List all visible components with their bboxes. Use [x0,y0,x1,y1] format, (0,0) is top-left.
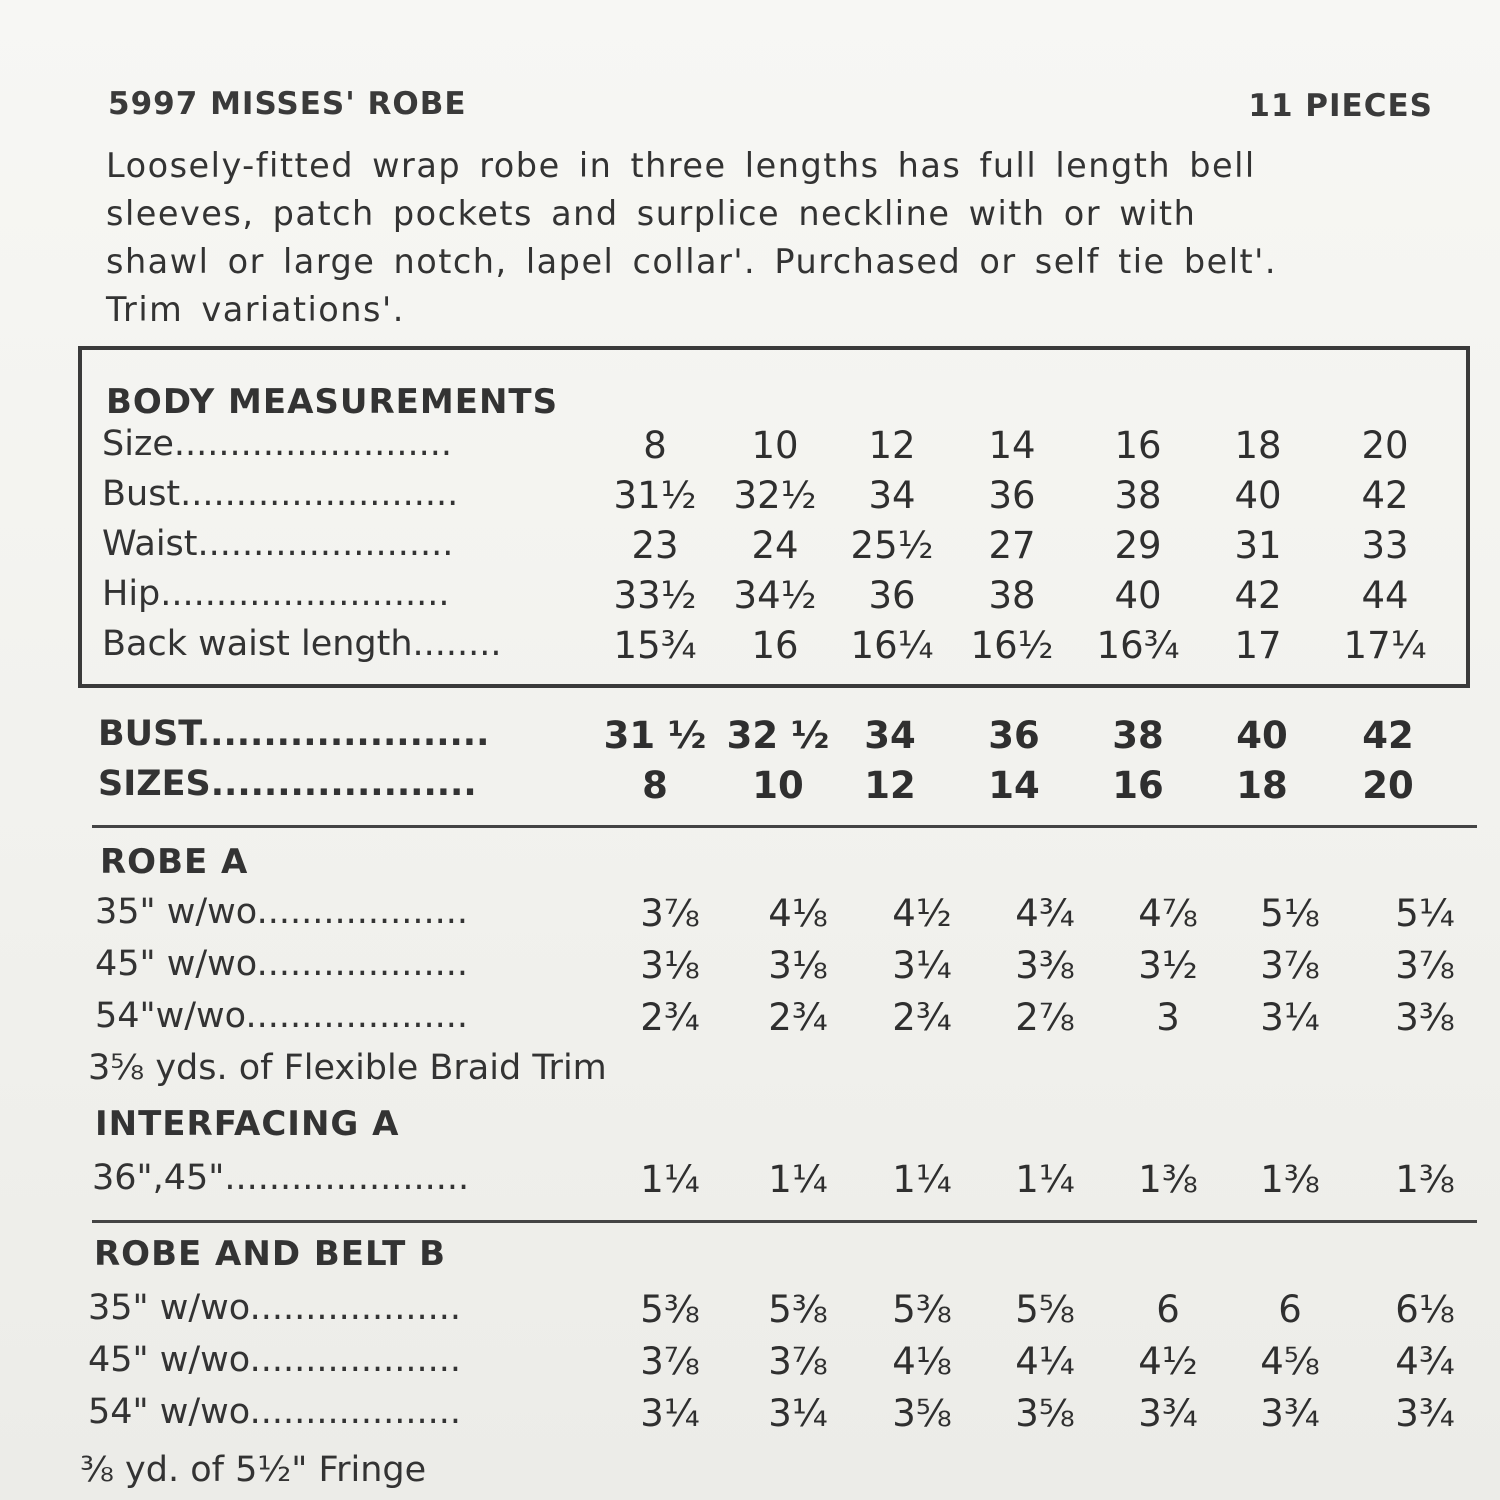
cell-value: 16¼ [850,624,934,667]
header [108,86,1433,130]
row-label: 54" w/wo................... [88,1392,461,1432]
cell-value: 15¾ [613,624,697,667]
cell-value: 23 [631,524,679,567]
row-label: 35" w/wo................... [95,892,468,932]
cell-value: 2¾ [768,996,828,1039]
cell-value: 3⅜ [1015,944,1075,987]
cell-value: 17¼ [1343,624,1427,667]
table-row [0,1340,1500,1390]
cell-value: 8 [642,764,668,807]
cell-value: 3⅞ [1260,944,1320,987]
cell-value: 40 [1236,714,1288,757]
cell-value: 4½ [892,892,952,935]
table-row [0,474,1500,524]
cell-value: 1¼ [1015,1158,1075,1201]
pattern-title: 5997 MISSES' ROBE [108,86,467,122]
cell-value: 16½ [970,624,1054,667]
cell-value: 5⅜ [640,1288,700,1331]
cell-value: 3⅝ [1015,1392,1075,1435]
cell-value: 5⅝ [1015,1288,1075,1331]
row-label: Size......................... [102,424,452,464]
description-line: Trim variations'. [106,290,405,329]
cell-value: 5¼ [1395,892,1455,935]
cell-value: 36 [988,714,1040,757]
cell-value: 42 [1362,714,1414,757]
cell-value: 12 [868,424,916,467]
cell-value: 6⅛ [1395,1288,1455,1331]
divider [92,1220,1477,1223]
divider [92,825,1477,828]
cell-value: 1⅜ [1260,1158,1320,1201]
cell-value: 36 [988,474,1036,517]
cell-value: 18 [1234,424,1282,467]
row-label: 54"w/wo.................... [95,996,468,1036]
cell-value: 17 [1234,624,1282,667]
row-label: Bust......................... [102,474,459,514]
cell-value: 4⅛ [892,1340,952,1383]
cell-value: 10 [752,764,804,807]
cell-value: 6 [1278,1288,1302,1331]
cell-value: 1¼ [892,1158,952,1201]
cell-value: 4½ [1138,1340,1198,1383]
cell-value: 18 [1236,764,1288,807]
cell-value: 42 [1361,474,1409,517]
cell-value: 24 [751,524,799,567]
row-label: Back waist length........ [102,624,502,664]
cell-value: 10 [751,424,799,467]
cell-value: 25½ [850,524,934,567]
cell-value: 5⅛ [1260,892,1320,935]
cell-value: 4¼ [1015,1340,1075,1383]
cell-value: 4¾ [1015,892,1075,935]
table-row [0,1158,1500,1208]
cell-value: 4¾ [1395,1340,1455,1383]
cell-value: 3⅛ [640,944,700,987]
cell-value: 16 [1114,424,1162,467]
cell-value: 3⅜ [1395,996,1455,1039]
cell-value: 33 [1361,524,1409,567]
cell-value: 3¼ [1260,996,1320,1039]
pieces-count: 11 PIECES [1248,88,1433,124]
table-row [0,714,1500,764]
table-row [0,624,1500,674]
cell-value: 38 [1112,714,1164,757]
cell-value: 3⅛ [768,944,828,987]
row-label: 35" w/wo................... [88,1288,461,1328]
cell-value: 27 [988,524,1036,567]
cell-value: 14 [988,424,1036,467]
cell-value: 34 [864,714,916,757]
table-row [0,996,1500,1046]
cell-value: 32½ [733,474,817,517]
cell-value: 3⅞ [768,1340,828,1383]
interfacing-a-title: INTERFACING A [95,1104,400,1144]
cell-value: 38 [988,574,1036,617]
row-label: SIZES.................... [98,764,477,804]
description-line: shawl or large notch, lapel collar'. Purchased or self tie belt'. [106,242,1277,281]
cell-value: 1⅜ [1395,1158,1455,1201]
table-row [0,424,1500,474]
cell-value: 5⅜ [768,1288,828,1331]
cell-value: 32 ½ [726,714,830,757]
description [106,142,1451,334]
cell-value: 3¾ [1138,1392,1198,1435]
table-row [0,944,1500,994]
cell-value: 36 [868,574,916,617]
cell-value: 2⅞ [1015,996,1075,1039]
cell-value: 16 [1112,764,1164,807]
cell-value: 42 [1234,574,1282,617]
cell-value: 14 [988,764,1040,807]
table-row [0,1392,1500,1442]
cell-value: 3⅞ [640,892,700,935]
cell-value: 34 [868,474,916,517]
row-label: 45" w/wo................... [88,1340,461,1380]
cell-value: 12 [864,764,916,807]
description-line: sleeves, patch pockets and surplice neckline with or with [106,194,1197,233]
row-label: 45" w/wo................... [95,944,468,984]
row-label: 36",45"...................... [92,1158,470,1198]
description-line: Loosely-fitted wrap robe in three lengths has full length bell [106,146,1256,185]
row-label: Waist....................... [102,524,454,564]
cell-value: 4⅛ [768,892,828,935]
cell-value: 6 [1156,1288,1180,1331]
cell-value: 3¼ [892,944,952,987]
cell-value: 3¾ [1260,1392,1320,1435]
cell-value: 2¾ [640,996,700,1039]
cell-value: 31 ½ [603,714,707,757]
cell-value: 3¼ [768,1392,828,1435]
cell-value: 4⅝ [1260,1340,1320,1383]
cell-value: 40 [1114,574,1162,617]
cell-value: 16¾ [1096,624,1180,667]
table-row [0,574,1500,624]
cell-value: 20 [1361,424,1409,467]
cell-value: 40 [1234,474,1282,517]
cell-value: 4⅞ [1138,892,1198,935]
cell-value: 29 [1114,524,1162,567]
cell-value: 8 [643,424,667,467]
cell-value: 34½ [733,574,817,617]
table-row [0,764,1500,814]
table-row [0,1288,1500,1338]
robe-belt-b-title: ROBE AND BELT B [94,1234,447,1274]
cell-value: 1¼ [640,1158,700,1201]
fringe-note: ⅜ yd. of 5½" Fringe [80,1450,427,1490]
cell-value: 3¾ [1395,1392,1455,1435]
body-measurements-title: BODY MEASUREMENTS [106,382,559,422]
cell-value: 20 [1362,764,1414,807]
cell-value: 3½ [1138,944,1198,987]
cell-value: 1¼ [768,1158,828,1201]
cell-value: 2¾ [892,996,952,1039]
table-row [0,524,1500,574]
cell-value: 31½ [613,474,697,517]
cell-value: 5⅜ [892,1288,952,1331]
cell-value: 38 [1114,474,1162,517]
robe-a-title: ROBE A [100,842,249,882]
cell-value: 33½ [613,574,697,617]
cell-value: 1⅜ [1138,1158,1198,1201]
cell-value: 16 [751,624,799,667]
table-row [0,892,1500,942]
cell-value: 3⅞ [640,1340,700,1383]
row-label: Hip.......................... [102,574,450,614]
cell-value: 31 [1234,524,1282,567]
cell-value: 3⅝ [892,1392,952,1435]
cell-value: 3 [1156,996,1180,1039]
cell-value: 3¼ [640,1392,700,1435]
trim-note: 3⅝ yds. of Flexible Braid Trim [88,1048,607,1088]
cell-value: 44 [1361,574,1409,617]
row-label: BUST...................... [98,714,490,754]
cell-value: 3⅞ [1395,944,1455,987]
